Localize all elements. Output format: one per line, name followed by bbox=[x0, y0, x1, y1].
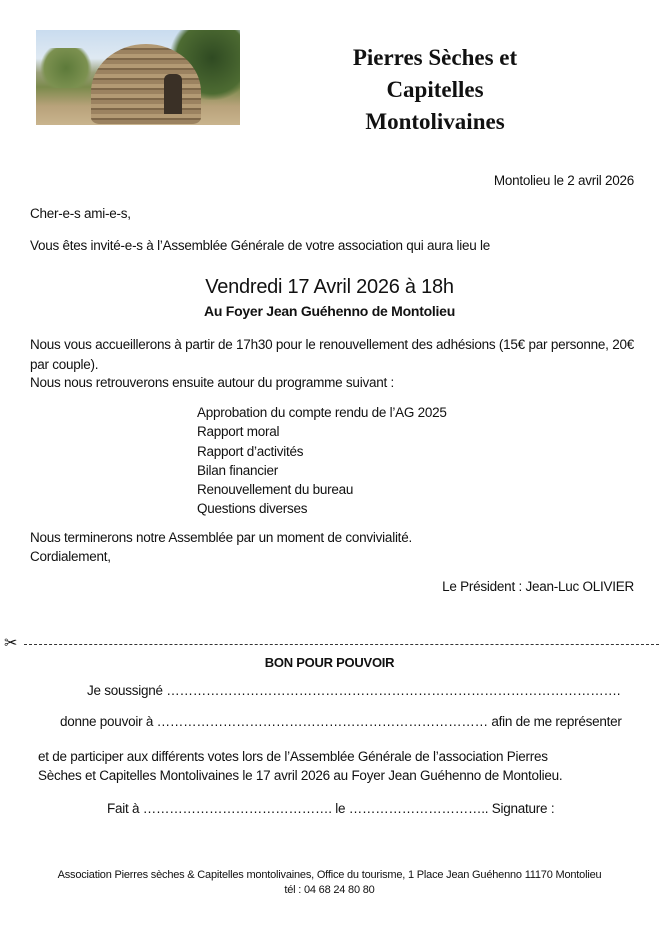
proxy-purpose-line: et de participer aux différents votes lors de l’Assemblée Générale de l’association Pierres bbox=[38, 749, 548, 764]
proxy-delegate-line: donne pouvoir à ………………………………………………………………… afin de me représenter bbox=[60, 714, 622, 729]
program-item: Approbation du compte rendu de l’AG 2025 bbox=[197, 405, 447, 420]
title-line: Pierres Sèches et bbox=[352, 45, 518, 70]
program-list bbox=[197, 403, 447, 519]
proxy-name-line: Je soussigné …………………………………………………………………………………………. bbox=[87, 683, 621, 698]
title-line: Capitelles bbox=[386, 77, 484, 102]
proxy-heading: BON POUR POUVOIR bbox=[264, 655, 395, 670]
dashed-divider bbox=[24, 644, 659, 645]
footer-phone: tél : 04 68 24 80 80 bbox=[284, 884, 375, 896]
invitation-text: Vous êtes invité-e-s à l’Assemblée Générale de votre association qui aura lieu le bbox=[30, 238, 491, 253]
footer-address: Association Pierres sèches & Capitelles montolivaines, Office du tourisme, 1 Place Jean Guéhenno 11170 Montolieu bbox=[57, 869, 602, 881]
welcome-paragraph: Nous vous accueillerons à partir de 17h30 pour le renouvellement des adhésions (15€ par personne, 20€ par couple). bbox=[30, 337, 634, 372]
proxy-purpose-line: Sèches et Capitelles Montolivaines le 17 avril 2026 au Foyer Jean Guéhenno de Montolieu. bbox=[38, 768, 563, 783]
program-item: Questions diverses bbox=[197, 501, 308, 517]
program-item: Rapport d’activités bbox=[197, 443, 304, 459]
program-item: Renouvellement du bureau bbox=[197, 482, 354, 498]
event-location: Au Foyer Jean Guéhenno de Montolieu bbox=[203, 303, 456, 319]
program-item: Rapport moral bbox=[197, 424, 280, 440]
date-line: Montolieu le 2 avril 2026 bbox=[493, 173, 634, 188]
regards: Cordialement, bbox=[30, 549, 111, 564]
closing-text: Nous terminerons notre Assemblée par un moment de convivialité. bbox=[30, 530, 412, 545]
program-intro: Nous nous retrouverons ensuite autour du programme suivant : bbox=[30, 375, 394, 390]
president-signature: Le Président : Jean-Luc OLIVIER bbox=[442, 579, 634, 594]
scissors-icon: ✂ bbox=[4, 635, 18, 652]
proxy-signature-line: Fait à ……………………………………. le ………………………….. Signature : bbox=[107, 801, 555, 816]
association-title bbox=[330, 42, 540, 138]
title-line: Montolivaines bbox=[365, 109, 505, 134]
stone-hut-photo bbox=[36, 30, 240, 125]
program-item: Bilan financier bbox=[197, 462, 279, 478]
greeting: Cher-e-s ami-e-s, bbox=[30, 206, 131, 221]
event-date-time: Vendredi 17 Avril 2026 à 18h bbox=[205, 276, 454, 298]
cut-line bbox=[4, 636, 659, 652]
